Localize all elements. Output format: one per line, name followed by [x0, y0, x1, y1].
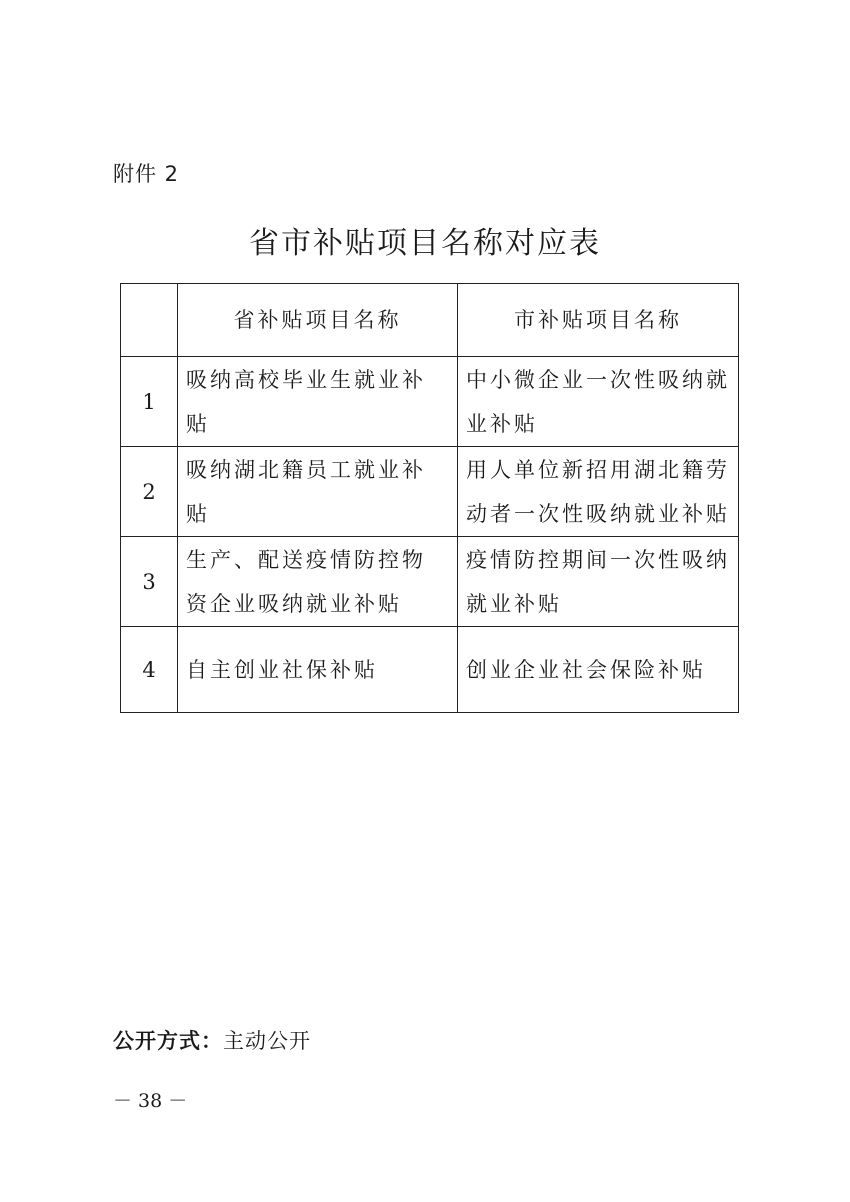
row-number: 4: [121, 627, 178, 713]
table-header-row: [121, 284, 739, 357]
city-subsidy-name: 中小微企业一次性吸纳就业补贴: [458, 357, 739, 447]
province-subsidy-name: 吸纳湖北籍员工就业补贴: [178, 447, 458, 537]
city-subsidy-name: 创业企业社会保险补贴: [458, 627, 739, 713]
province-subsidy-name: 自主创业社保补贴: [178, 627, 458, 713]
header-city: 市补贴项目名称: [458, 284, 739, 357]
table-row: [121, 537, 739, 627]
disclosure-label: 公开方式：: [113, 1029, 223, 1053]
table-row: [121, 447, 739, 537]
page-number: － 38 －: [113, 1090, 188, 1112]
page-title: 省市补贴项目名称对应表: [249, 226, 601, 261]
header-province: 省补贴项目名称: [178, 284, 458, 357]
attachment-label: 附件 2: [113, 162, 180, 186]
table-row: [121, 627, 739, 713]
row-number: 3: [121, 537, 178, 627]
row-number: 1: [121, 357, 178, 447]
row-number: 2: [121, 447, 178, 537]
province-subsidy-name: 吸纳高校毕业生就业补贴: [178, 357, 458, 447]
disclosure-method: [113, 1025, 311, 1055]
subsidy-mapping-table: [120, 283, 739, 713]
city-subsidy-name: 疫情防控期间一次性吸纳就业补贴: [458, 537, 739, 627]
header-index: [121, 284, 178, 357]
city-subsidy-name: 用人单位新招用湖北籍劳动者一次性吸纳就业补贴: [458, 447, 739, 537]
disclosure-value: 主动公开: [223, 1029, 311, 1053]
table-row: [121, 357, 739, 447]
province-subsidy-name: 生产、配送疫情防控物资企业吸纳就业补贴: [178, 537, 458, 627]
